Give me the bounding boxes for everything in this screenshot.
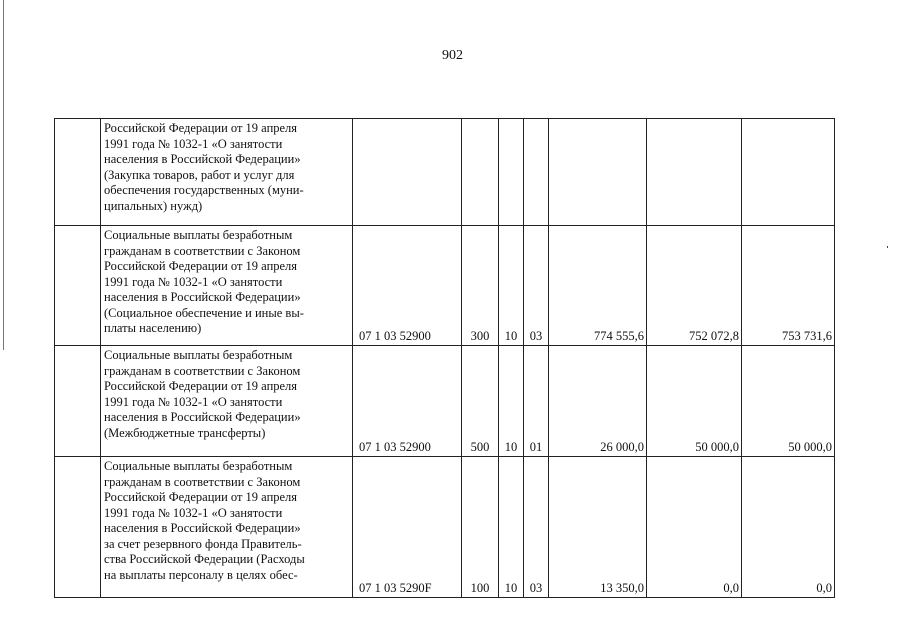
expense-name-line: обеспечения государственных (муни- <box>104 183 304 197</box>
expense-name-line: Социальные выплаты безработным <box>104 228 293 242</box>
expense-name-line: населения в Российской Федерации» <box>104 521 301 535</box>
cell-expense-type: 100 <box>462 457 499 598</box>
expense-name-line: (Межбюджетные трансферты) <box>104 425 266 440</box>
expense-name-line: 1991 года № 1032-1 «О занятости <box>104 136 283 151</box>
expense-name-line: на выплаты персоналу в целях обес- <box>104 567 298 582</box>
cell-amount-year-3: 753 731,6 <box>742 226 835 346</box>
expense-name-line: Социальные выплаты безработным <box>104 348 293 362</box>
cell-amount-year-1: 13 350,0 <box>549 457 647 598</box>
cell-amount-year-2 <box>647 119 742 226</box>
scan-speck <box>887 246 888 248</box>
expense-name-line: Российской Федерации от 19 апреля <box>104 379 298 393</box>
cell-amount-year-1: 26 000,0 <box>549 346 647 457</box>
expense-name-line: ства Российской Федерации (Расходы <box>104 552 305 566</box>
cell-target-code: 07 1 03 5290F <box>353 457 462 598</box>
cell-expense-name <box>101 346 353 457</box>
table-body <box>55 119 835 598</box>
expense-name-line: Российской Федерации от 19 апреля <box>104 259 298 273</box>
cell-expense-name <box>101 226 353 346</box>
cell-section <box>499 119 524 226</box>
table-row <box>55 457 835 598</box>
expense-name-line: 1991 года № 1032-1 «О занятости <box>104 274 283 289</box>
expense-name-line: Социальные выплаты безработным <box>104 459 293 473</box>
cell-row-number <box>55 226 101 346</box>
expense-name-line: платы населению) <box>104 321 202 335</box>
cell-expense-name <box>101 457 353 598</box>
expense-name-line: населения в Российской Федерации» <box>104 152 301 166</box>
cell-row-number <box>55 119 101 226</box>
expense-name-line: гражданам в соответствии с Законом <box>104 243 301 258</box>
cell-target-code <box>353 119 462 226</box>
table-row <box>55 346 835 457</box>
cell-expense-name <box>101 119 353 226</box>
budget-table <box>54 118 835 598</box>
expense-name-line: гражданам в соответствии с Законом <box>104 474 301 489</box>
cell-section: 10 <box>499 226 524 346</box>
cell-subsection <box>524 119 549 226</box>
cell-row-number <box>55 457 101 598</box>
cell-amount-year-1: 774 555,6 <box>549 226 647 346</box>
cell-amount-year-2: 50 000,0 <box>647 346 742 457</box>
expense-name-line: 1991 года № 1032-1 «О занятости <box>104 394 283 409</box>
cell-amount-year-3 <box>742 119 835 226</box>
cell-amount-year-3: 50 000,0 <box>742 346 835 457</box>
expense-name-line: Российской Федерации от 19 апреля <box>104 121 298 135</box>
expense-name-line: Российской Федерации от 19 апреля <box>104 490 298 504</box>
table-row <box>55 119 835 226</box>
cell-target-code: 07 1 03 52900 <box>353 346 462 457</box>
page-number: 902 <box>442 48 463 63</box>
expense-name-line: гражданам в соответствии с Законом <box>104 363 301 378</box>
cell-amount-year-3: 0,0 <box>742 457 835 598</box>
table-row <box>55 226 835 346</box>
expense-name-line: ципальных) нужд) <box>104 198 203 213</box>
cell-row-number <box>55 346 101 457</box>
cell-section: 10 <box>499 457 524 598</box>
expense-name-line: (Социальное обеспечение и иные вы- <box>104 305 304 320</box>
expense-name-line: за счет резервного фонда Правитель- <box>104 536 302 551</box>
cell-amount-year-2: 0,0 <box>647 457 742 598</box>
expense-name-line: населения в Российской Федерации» <box>104 290 301 304</box>
cell-expense-type: 300 <box>462 226 499 346</box>
cell-subsection: 03 <box>524 226 549 346</box>
cell-subsection: 01 <box>524 346 549 457</box>
expense-name-line: (Закупка товаров, работ и услуг для <box>104 167 295 182</box>
cell-subsection: 03 <box>524 457 549 598</box>
expense-name-line: 1991 года № 1032-1 «О занятости <box>104 505 283 520</box>
cell-expense-type <box>462 119 499 226</box>
cell-target-code: 07 1 03 52900 <box>353 226 462 346</box>
cell-amount-year-2: 752 072,8 <box>647 226 742 346</box>
cell-amount-year-1 <box>549 119 647 226</box>
expense-name-line: населения в Российской Федерации» <box>104 410 301 424</box>
cell-section: 10 <box>499 346 524 457</box>
cell-expense-type: 500 <box>462 346 499 457</box>
